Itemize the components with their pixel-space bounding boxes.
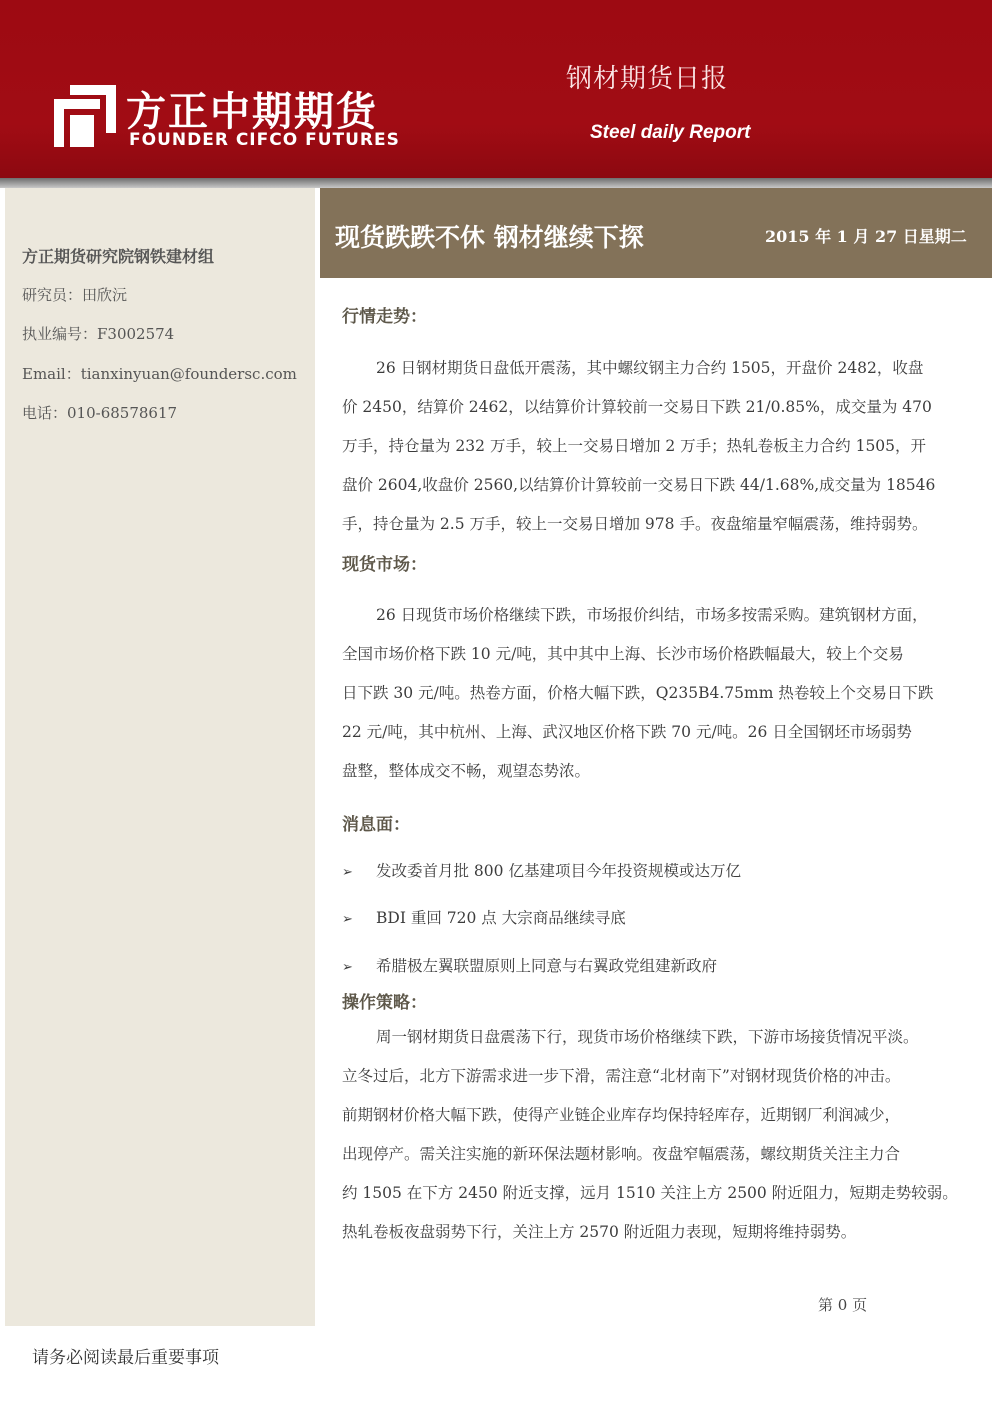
spot-market-line: 22 元/吨，其中杭州、上海、武汉地区价格下跌 70 元/吨。26 日全国钢坯市场弱势 xyxy=(342,723,912,741)
header-divider xyxy=(0,178,992,188)
bullet-arrow-icon: ➢ xyxy=(342,960,353,975)
news-item xyxy=(342,954,717,976)
author-email: Email：tianxinyuan@foundersc.com xyxy=(22,365,297,383)
report-title-cn: 钢材期货日报 xyxy=(566,64,729,94)
research-group: 方正期货研究院钢铁建材组 xyxy=(22,247,215,266)
strategy-line: 立冬过后，北方下游需求进一步下滑，需注意“北材南下”对钢材现货价格的冲击。 xyxy=(342,1067,901,1085)
bullet-arrow-icon: ➢ xyxy=(342,865,353,880)
author-phone: 电话：010-68578617 xyxy=(22,404,178,422)
market-trend-line: 万手，持仓量为 232 万手，较上一交易日增加 2 万手；热轧卷板主力合约 1505，开 xyxy=(342,437,927,455)
report-title-en: Steel daily Report xyxy=(590,122,751,143)
spot-market-heading: 现货市场： xyxy=(342,555,427,575)
spot-market-line: 盘整，整体成交不畅，观望态势浓。 xyxy=(342,762,591,780)
report-date: 2015 年 1 月 27 日星期二 xyxy=(765,227,967,246)
strategy-line: 热轧卷板夜盘弱势下行，关注上方 2570 附近阻力表现，短期将维持弱势。 xyxy=(342,1223,857,1241)
news-heading: 消息面： xyxy=(342,815,410,835)
author-sidebar xyxy=(5,188,315,1326)
founder-logo-icon xyxy=(54,85,116,147)
strategy-heading: 操作策略： xyxy=(342,993,427,1013)
market-trend-line: 价 2450，结算价 2462，以结算价计算较前一交易日下跌 21/0.85%，成交量为 470 xyxy=(342,398,932,416)
brand-name-en: FOUNDER CIFCO FUTURES xyxy=(129,130,400,150)
market-trend-line: 盘价 2604,收盘价 2560,以结算价计算较前一交易日下跌 44/1.68%,成交量为 18546 xyxy=(342,476,936,494)
strategy-line: 前期钢材价格大幅下跌，使得产业链企业库存均保持轻库存，近期钢厂利润减少， xyxy=(342,1106,901,1124)
disclaimer-note: 请务必阅读最后重要事项 xyxy=(32,1348,219,1368)
strategy-line: 周一钢材期货日盘震荡下行，现货市场价格继续下跌，下游市场接货情况平淡。 xyxy=(376,1028,919,1046)
spot-market-line: 全国市场价格下跌 10 元/吨，其中其中上海、长沙市场价格跌幅最大，较上个交易 xyxy=(342,645,904,663)
page-number: 第 0 页 xyxy=(818,1296,868,1314)
news-item-text: 发改委首月批 800 亿基建项目今年投资规模或达万亿 xyxy=(376,862,741,880)
market-trend-heading: 行情走势： xyxy=(342,307,427,327)
news-item xyxy=(342,906,626,928)
market-trend-line: 手，持仓量为 2.5 万手，较上一交易日增加 978 手。夜盘缩量窄幅震荡，维持弱势。 xyxy=(342,515,928,533)
researcher-name: 研究员：田欣沅 xyxy=(22,286,128,304)
news-item-text: BDI 重回 720 点 大宗商品继续寻底 xyxy=(376,909,626,927)
bullet-arrow-icon: ➢ xyxy=(342,912,353,927)
strategy-line: 约 1505 在下方 2450 附近支撑，远月 1510 关注上方 2500 附近阻力，短期走势较弱。 xyxy=(342,1184,958,1202)
spot-market-line: 26 日现货市场价格继续下跌，市场报价纠结，市场多按需采购。建筑钢材方面， xyxy=(376,606,928,624)
news-item xyxy=(342,859,741,881)
strategy-line: 出现停产。需关注实施的新环保法题材影响。夜盘窄幅震荡，螺纹期货关注主力合 xyxy=(342,1145,901,1163)
page-title: 现货跌跌不休 钢材继续下探 xyxy=(335,223,644,252)
brand-name-cn: 方正中期期货 xyxy=(126,89,378,135)
news-item-text: 希腊极左翼联盟原则上同意与右翼政党组建新政府 xyxy=(376,957,718,975)
license-number: 执业编号：F3002574 xyxy=(22,325,175,343)
market-trend-line: 26 日钢材期货日盘低开震荡，其中螺纹钢主力合约 1505，开盘价 2482，收盘 xyxy=(376,359,924,377)
spot-market-line: 日下跌 30 元/吨。热卷方面，价格大幅下跌，Q235B4.75mm 热卷较上个交易日下跌 xyxy=(342,684,934,702)
